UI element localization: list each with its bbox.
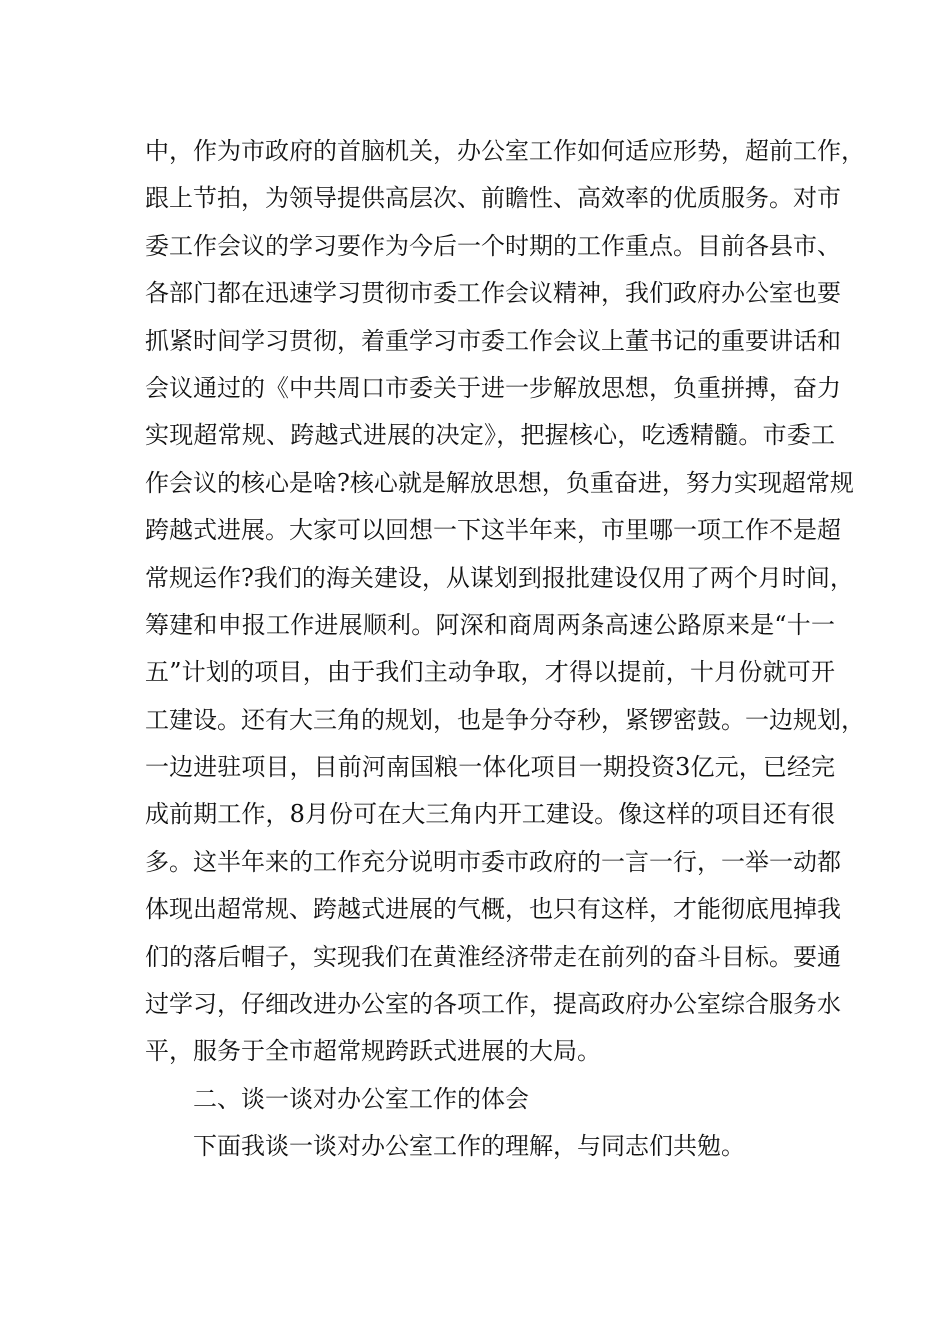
paragraph-line: 会议通过的《中共周口市委关于进一步解放思想，负重拼搏，奋力 [145,373,841,402]
paragraph-line: 中，作为市政府的首脑机关，办公室工作如何适应形势，超前工作， [145,137,865,165]
paragraph-line: 委工作会议的学习要作为今后一个时期的工作重点。目前各县市、 [145,231,841,260]
closing-paragraph: 下面我谈一谈对办公室工作的理解，与同志们共勉。 [193,1132,745,1161]
paragraph-line: 跟上节拍，为领导提供高层次、前瞻性、高效率的优质服务。对市 [145,184,841,213]
paragraph-line: 作会议的核心是啥?核心就是解放思想，负重奋进，努力实现超常规 [145,468,854,497]
paragraph-line: 一边进驻项目，目前河南国粮一体化项目一期投资3亿元，已经完 [145,753,835,782]
paragraph-line: 多。这半年来的工作充分说明市委市政府的一言一行，一举一动都 [145,847,841,876]
paragraph-line: 工建设。还有大三角的规划，也是争分夺秒，紧锣密鼓。一边规划， [145,705,865,734]
paragraph-line: 成前期工作，8月份可在大三角内开工建设。像这样的项目还有很 [145,800,835,829]
paragraph-line: 常规运作?我们的海关建设，从谋划到报批建设仅用了两个月时间， [145,563,854,592]
paragraph-line: 五”计划的项目，由于我们主动争取，才得以提前，十月份就可开 [145,658,835,687]
paragraph-line: 跨越式进展。大家可以回想一下这半年来，市里哪一项工作不是超 [145,516,841,545]
paragraph-line: 各部门都在迅速学习贯彻市委工作会议精神，我们政府办公室也要 [145,279,841,308]
paragraph-line: 抓紧时间学习贯彻，着重学习市委工作会议上董书记的重要讲话和 [145,326,841,355]
paragraph-line: 筹建和申报工作进展顺利。阿深和商周两条高速公路原来是“十一 [145,610,835,639]
paragraph-line: 过学习，仔细改进办公室的各项工作，提高政府办公室综合服务水 [145,990,841,1019]
paragraph-line: 平，服务于全市超常规跨跃式进展的大局。 [145,1037,601,1066]
paragraph-line: 实现超常规、跨越式进展的决定》，把握核心，吃透精髓。市委工 [145,421,835,450]
section-heading: 二、谈一谈对办公室工作的体会 [193,1084,529,1113]
body-text [145,128,865,1171]
paragraph-line: 体现出超常规、跨越式进展的气概，也只有这样，才能彻底甩掉我 [145,895,841,924]
paragraph-line: 们的落后帽子，实现我们在黄淮经济带走在前列的奋斗目标。要通 [145,942,841,971]
